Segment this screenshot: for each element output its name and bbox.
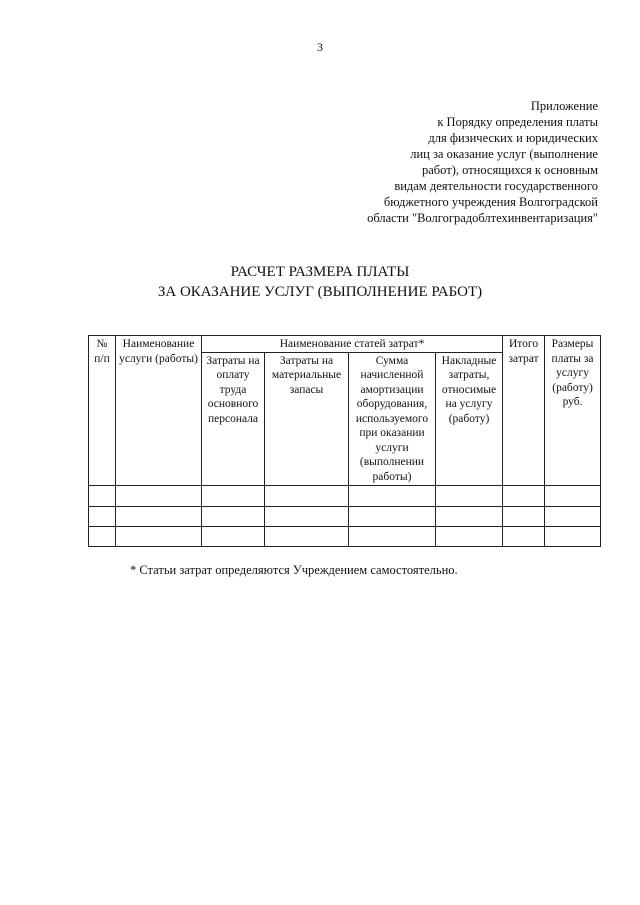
table-cell — [545, 486, 601, 507]
appendix-line: к Порядку определения платы — [437, 115, 598, 129]
table-cell — [349, 486, 436, 507]
table-cell — [116, 527, 202, 547]
table-cell — [265, 486, 349, 507]
header-number: № п/п — [89, 336, 116, 486]
table-cell — [116, 486, 202, 507]
table-cell — [545, 507, 601, 527]
table-cell — [503, 507, 545, 527]
header-labor-costs: Затраты на оплату труда основного персонала — [202, 352, 265, 486]
table-cell — [436, 486, 503, 507]
header-service-name: Наименование услуги (работы) — [116, 336, 202, 486]
table-cell — [503, 486, 545, 507]
footnote: * Статьи затрат определяются Учреждением самостоятельно. — [130, 563, 458, 577]
appendix-line: лиц за оказание услуг (выполнение — [410, 147, 598, 161]
table-cell — [503, 527, 545, 547]
table-cell — [265, 527, 349, 547]
table-row — [89, 507, 601, 527]
table-cell — [89, 527, 116, 547]
table-cell — [202, 486, 265, 507]
title-line-1: РАСЧЕТ РАЗМЕРА ПЛАТЫ — [230, 264, 410, 280]
table-cell — [116, 507, 202, 527]
header-total-costs: Итого затрат — [503, 336, 545, 486]
table-cell — [436, 527, 503, 547]
table-cell — [349, 507, 436, 527]
header-cost-items: Наименование статей затрат* — [202, 336, 503, 353]
table-cell — [89, 507, 116, 527]
page-number: 3 — [317, 40, 323, 54]
header-fee-amount: Размеры платы за услугу (работу) руб. — [545, 336, 601, 486]
table-cell — [202, 507, 265, 527]
header-overhead-costs: Накладные затраты, относимые на услугу (работу) — [436, 352, 503, 486]
table-cell — [545, 527, 601, 547]
appendix-line: работ), относящихся к основным — [422, 163, 598, 177]
appendix-header — [298, 98, 598, 226]
table-cell — [265, 507, 349, 527]
header-depreciation: Сумма начисленной амортизации оборудования, используемого при оказании услуги (выполнении работы) — [349, 352, 436, 486]
table-cell — [202, 527, 265, 547]
table-row — [89, 527, 601, 547]
header-material-costs: Затраты на материальные запасы — [265, 352, 349, 486]
document-title — [0, 262, 640, 302]
fee-calculation-table — [88, 335, 601, 547]
table-cell — [436, 507, 503, 527]
table-cell — [89, 486, 116, 507]
appendix-line: области "Волгоградоблтехинвентаризация" — [367, 211, 598, 225]
appendix-line: Приложение — [530, 99, 598, 113]
title-line-2: ЗА ОКАЗАНИЕ УСЛУГ (ВЫПОЛНЕНИЕ РАБОТ) — [157, 284, 483, 300]
appendix-line: бюджетного учреждения Волгоградской — [383, 195, 598, 209]
appendix-line: для физических и юридических — [428, 131, 598, 145]
appendix-line: видам деятельности государственного — [394, 179, 598, 193]
table-row — [89, 486, 601, 507]
table-cell — [349, 527, 436, 547]
